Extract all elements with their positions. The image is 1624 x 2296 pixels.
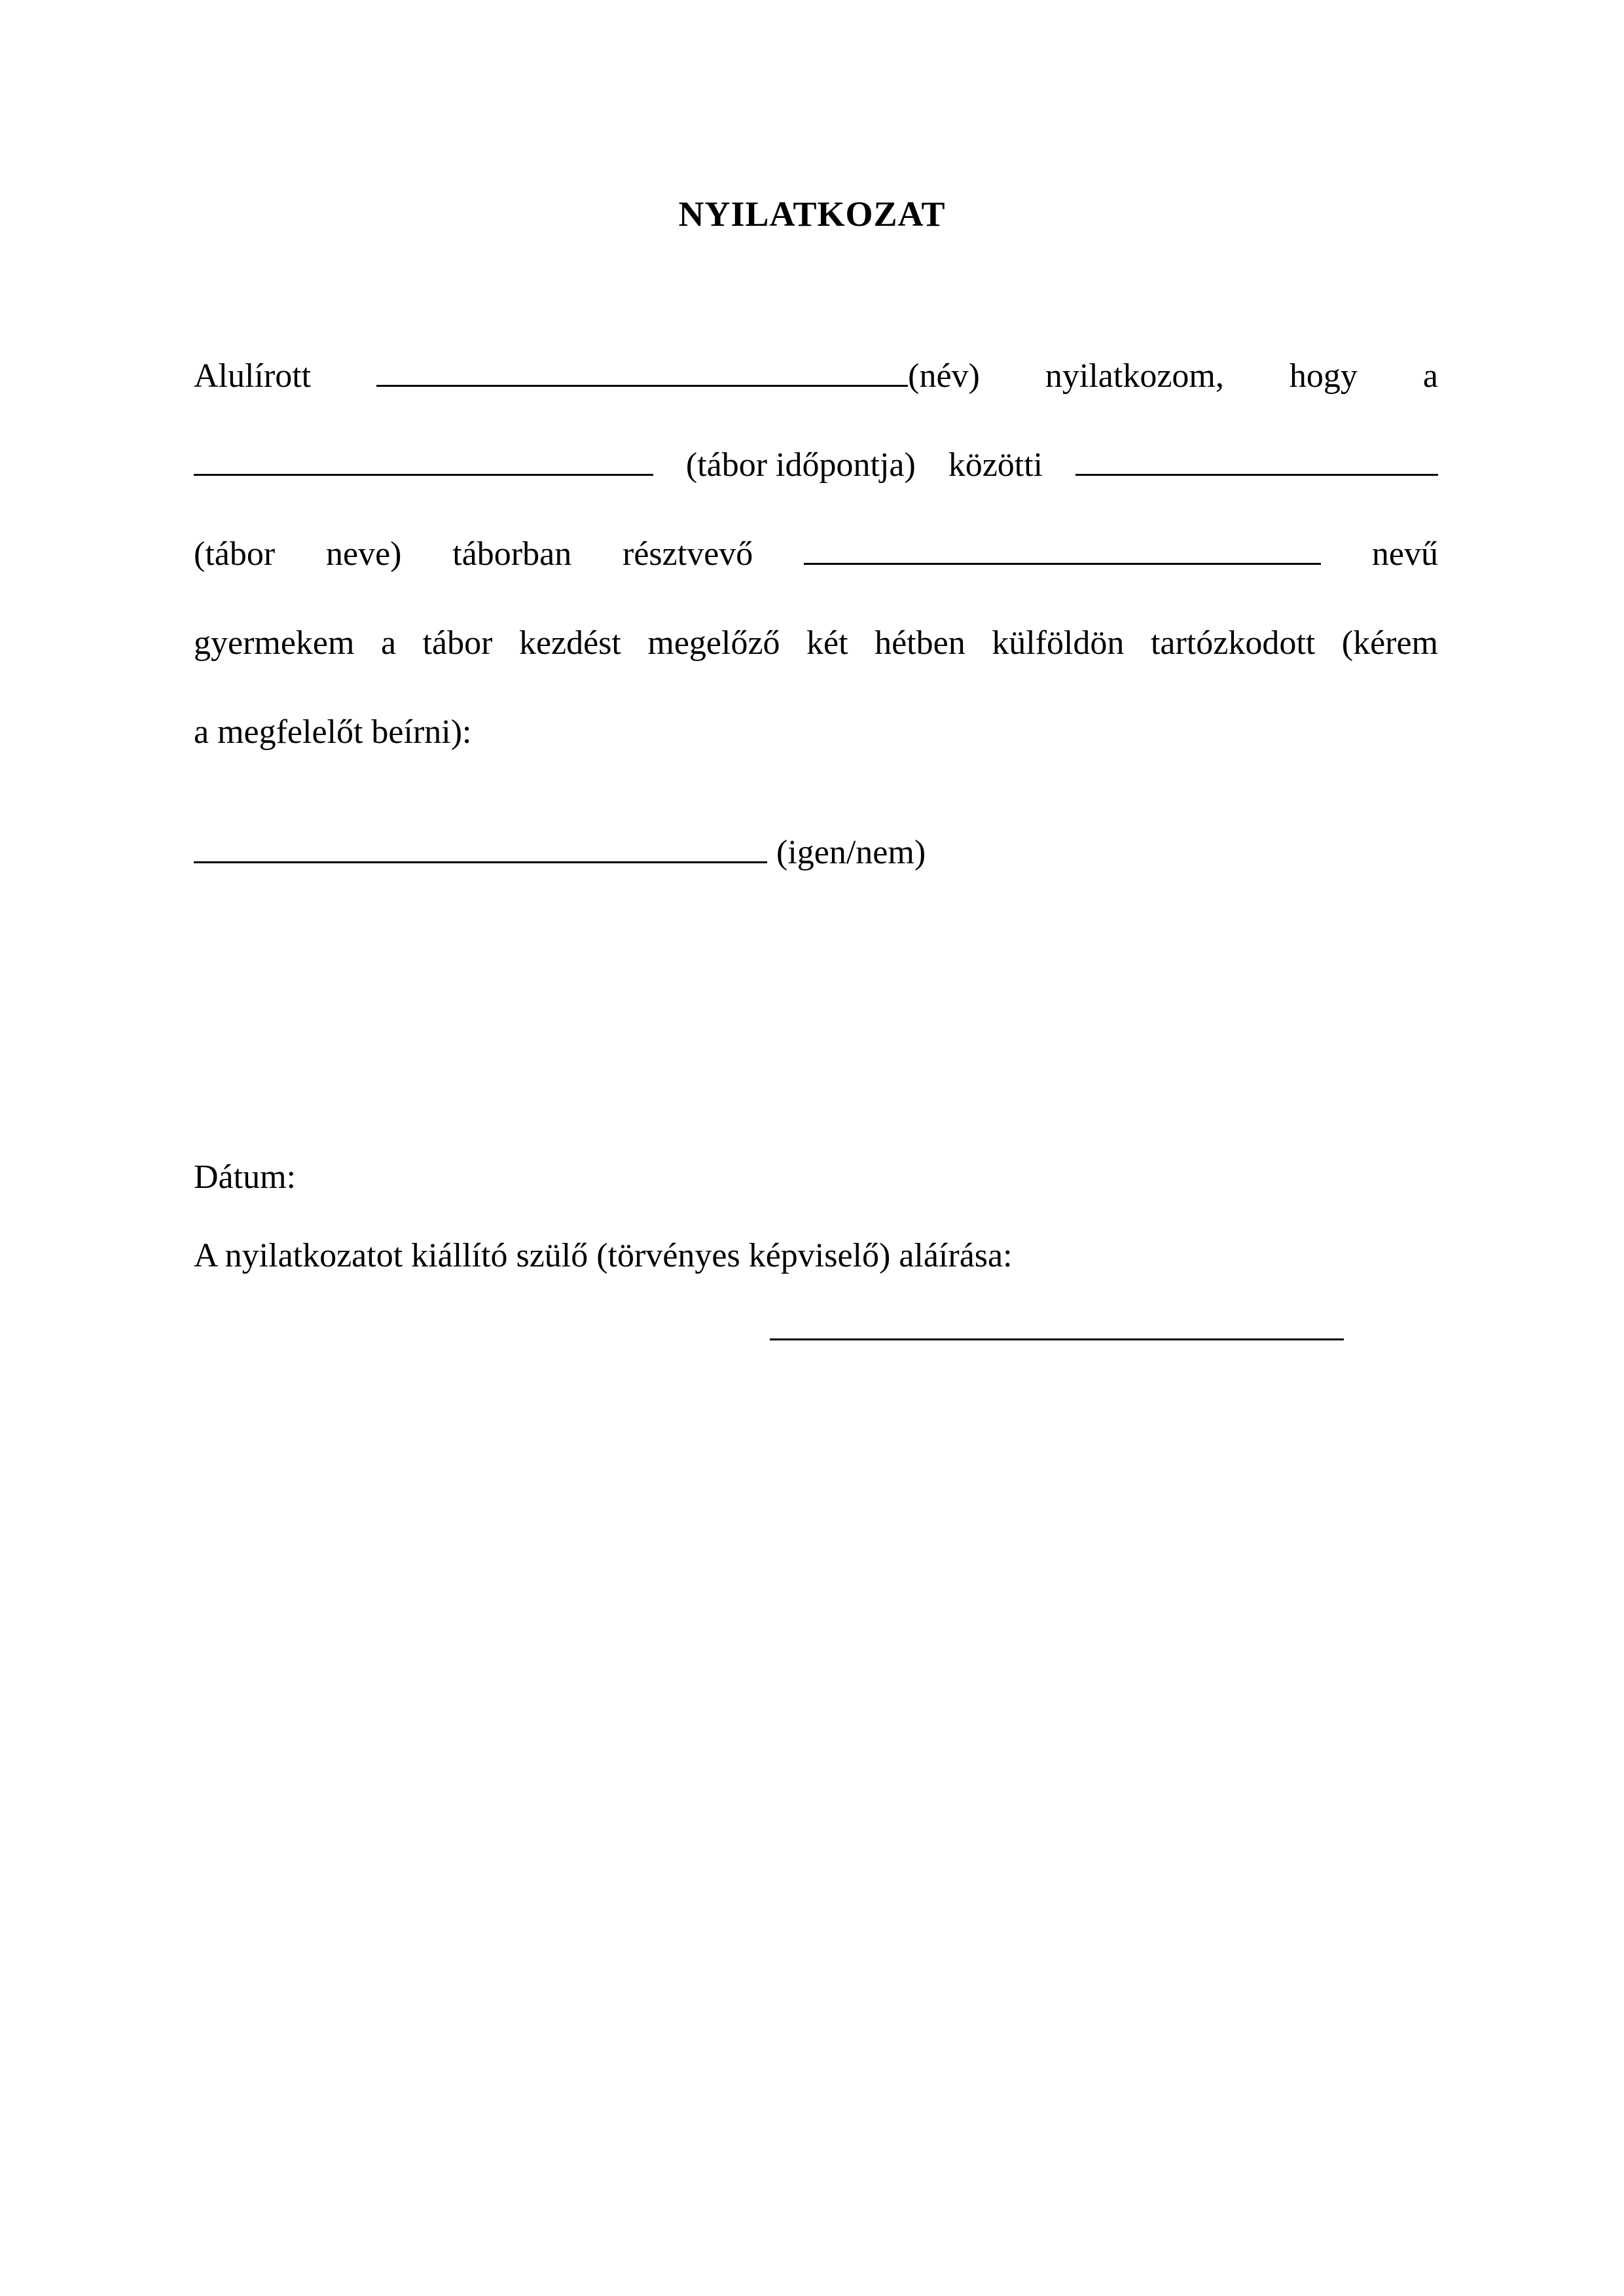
statement-line-1 — [194, 353, 1438, 399]
text-neve: neve) — [325, 535, 402, 573]
camp-name-blank-field[interactable] — [1075, 442, 1438, 476]
child-name-blank-field[interactable] — [804, 531, 1321, 565]
text-resztvevo: résztvevő — [623, 535, 753, 573]
answer-blank-field[interactable] — [194, 830, 767, 863]
name-blank-field[interactable] — [376, 353, 908, 387]
text-nyilatkozom: nyilatkozom, — [1045, 357, 1224, 395]
text-kozotti: közötti — [948, 446, 1043, 484]
text-nevu: nevű — [1371, 535, 1438, 573]
document-title: NYILATKOZAT — [678, 194, 946, 234]
text-taborban: táborban — [452, 535, 572, 573]
signature-blank-field[interactable] — [770, 1338, 1344, 1340]
name-field-group — [376, 353, 980, 399]
answer-line — [194, 830, 926, 876]
date-blank-field[interactable] — [194, 442, 653, 476]
statement-line-5: a megfelelőt beírni): — [194, 713, 472, 751]
text-a: a — [1422, 357, 1438, 395]
label-yes-no: (igen/nem) — [776, 834, 926, 871]
text-tabor: (tábor — [194, 535, 276, 573]
text-alulirott: Alulírott — [194, 357, 312, 395]
statement-line-2 — [194, 442, 1438, 488]
signature-label: A nyilatkozatot kiállító szülő (törvényes képviselő) aláírása: — [194, 1237, 1013, 1274]
label-camp-date: (tábor időpontja) — [685, 446, 916, 484]
label-name: (név) — [908, 357, 980, 395]
date-label: Dátum: — [194, 1158, 296, 1196]
statement-line-3 — [194, 531, 1438, 577]
text-hogy: hogy — [1289, 357, 1358, 395]
statement-line-4: gyermekem a tábor kezdést megelőző két hétben külföldön tartózkodott (kérem — [194, 624, 1438, 662]
